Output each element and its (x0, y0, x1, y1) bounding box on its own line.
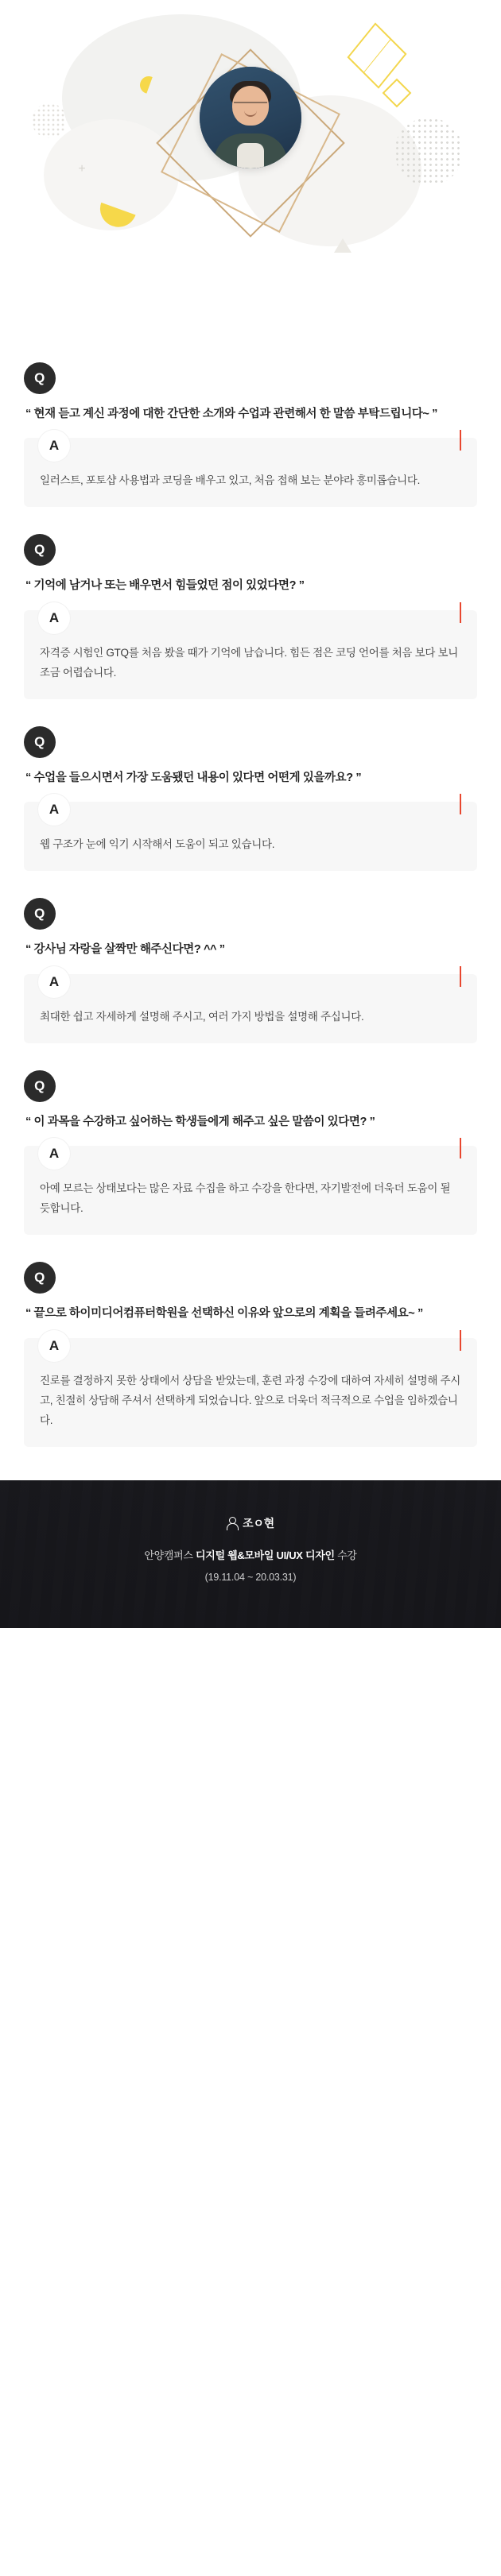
accent-bar (460, 430, 461, 451)
accent-bar (460, 1330, 461, 1351)
triangle-outline-icon (334, 238, 351, 253)
answer-card (24, 438, 477, 507)
question-text: “ 이 과목을 수강하고 싶어하는 학생들에게 해주고 싶은 말씀이 있다면? ” (25, 1115, 375, 1128)
question-badge-row (24, 898, 477, 930)
hero-section (0, 0, 501, 342)
cross-mark-icon: + (78, 162, 86, 176)
answer-badge: A (38, 794, 70, 826)
answer-text: 진로를 결정하지 못한 상태에서 상담을 받았는데, 훈련 과정 수강에 대하여 자세히 설명해 주시고, 친절히 상담해 주셔서 선택하게 되었습니다. 앞으로 더욱더 적극적으로 수업을 임하겠습니다. (40, 1374, 461, 1426)
answer-badge: A (38, 966, 70, 998)
qa-list (0, 342, 501, 1453)
accent-bar (460, 966, 461, 987)
answer-badge: A (38, 1330, 70, 1362)
student-name: 조ㅇ현 (243, 1516, 274, 1530)
diamond-outline-icon (383, 79, 412, 108)
answer-badge: A (38, 602, 70, 634)
question-badge: Q (24, 362, 56, 394)
accent-bar (460, 602, 461, 623)
period-label: (19.11.04 ~ 20.03.31) (204, 1571, 297, 1583)
answer-text: 일러스트, 포토샵 사용법과 코딩을 배우고 있고, 처음 접해 보는 분야라 흥미롭습니다. (40, 474, 421, 487)
qa-item (24, 1241, 477, 1452)
campus-label: 안양캠퍼스 (144, 1549, 193, 1561)
question-badge: Q (24, 1262, 56, 1294)
qa-item (24, 877, 477, 1049)
answer-text: 자격증 시험인 GTQ를 처음 봤을 때가 기억에 남습니다. 힘든 점은 코딩 언어를 처음 보다 보니 조금 어렵습니다. (40, 646, 459, 679)
qa-item (24, 1050, 477, 1241)
answer-badge: A (38, 430, 70, 462)
answer-card (24, 974, 477, 1043)
question-badge: Q (24, 726, 56, 758)
question-text: “ 수업을 들으시면서 가장 도움됐던 내용이 있다면 어떤게 있을까요? ” (25, 771, 362, 784)
answer-badge: A (38, 1138, 70, 1170)
student-row (0, 1515, 501, 1531)
answer-card (24, 610, 477, 699)
question-text: “ 강사님 자랑을 살짝만 해주신다면? ^^ ” (25, 943, 225, 957)
qa-item (24, 706, 477, 877)
dotted-circle-icon (32, 103, 67, 138)
answer-text: 최대한 쉽고 자세하게 설명해 주시고, 여러 가지 방법을 설명해 주십니다. (40, 1010, 364, 1023)
qa-item (24, 513, 477, 705)
answer-text: 웹 구조가 눈에 익기 시작해서 도움이 되고 있습니다. (40, 838, 275, 851)
course-line (0, 1547, 501, 1562)
course-label: 디지털 웹&모바일 UI/UX 디자인 (195, 1549, 335, 1561)
question-text: “ 기억에 남거나 또는 배우면서 힘들었던 점이 있었다면? ” (25, 579, 305, 593)
question-text: “ 현재 듣고 계신 과정에 대한 간단한 소개와 수업과 관련해서 한 말씀 부탁드립니다~ ” (25, 408, 437, 420)
answer-card (24, 802, 477, 871)
question-badge: Q (24, 1070, 56, 1102)
question-badge-row (24, 362, 477, 394)
question-badge-row (24, 726, 477, 758)
person-icon (227, 1517, 237, 1529)
answer-card (24, 1146, 477, 1235)
answer-text: 아예 모르는 상태보다는 많은 자료 수집을 하고 수강을 한다면, 자기발전에 더욱더 도움이 될 듯합니다. (40, 1182, 451, 1215)
question-badge: Q (24, 534, 56, 566)
question-badge-row (24, 534, 477, 566)
answer-card (24, 1338, 477, 1447)
question-badge-row (24, 1070, 477, 1102)
question-text: “ 끝으로 하이미디어컴퓨터학원을 선택하신 이유와 앞으로의 계획을 들려주세요~ ” (25, 1307, 423, 1321)
footer-section (0, 1480, 501, 1628)
accent-bar (460, 794, 461, 814)
question-badge: Q (24, 898, 56, 930)
accent-bar (460, 1138, 461, 1158)
avatar (200, 67, 301, 168)
dotted-circle-icon (394, 118, 463, 186)
qa-item (24, 342, 477, 513)
question-badge-row (24, 1262, 477, 1294)
course-suffix: 수강 (337, 1549, 357, 1561)
